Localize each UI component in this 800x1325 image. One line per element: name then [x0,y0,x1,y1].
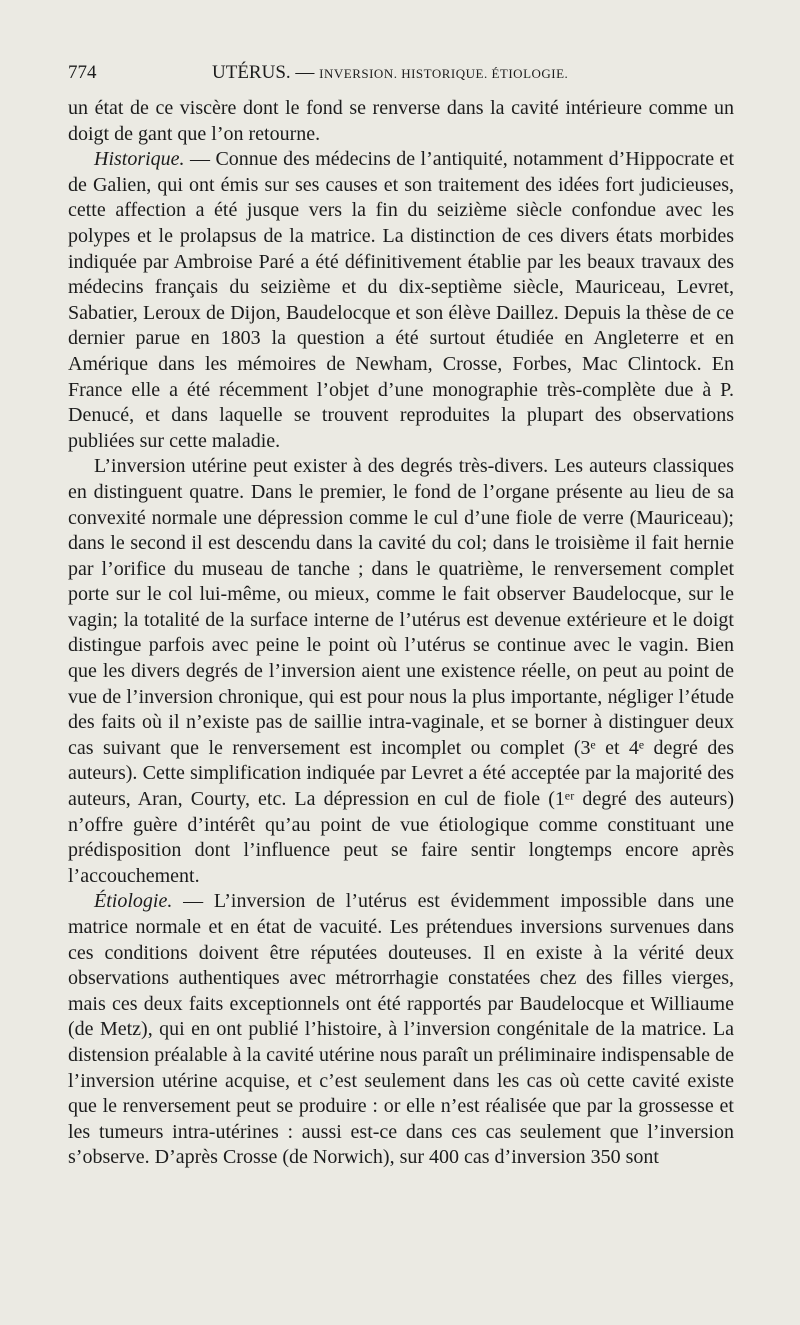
paragraph [68,889,734,1171]
body-text [68,96,734,1171]
paragraph-text: — L’inversion de l’utérus est évidemment impossible dans une matrice normale et en état de vacuité. Les prétendues inversions survenues dans ces conditions doivent être réputées douteuses. Il en existe à la vérité deux observations authentiques avec métrorrhagie constatées chez des filles vierges, mais ces deux faits exceptionnels ont été rapportés par Baudelocque et Williaume (de Metz), qui en ont publié l’histoire, à l’inversion congénitale de la matrice. La distension préalable à la cavité utérine nous paraît un préliminaire indispensable de l’inversion utérine acquise, et c’est seulement dans les cas où cette cavité existe que le renversement peut se produire : or elle n’est réalisée que par la grossesse et les tumeurs intra-utérines : aussi est-ce dans ces cas seulement que l’inversion s’observe. D’après Crosse (de Norwich), sur 400 cas d’inversion 350 sont [68,890,734,1169]
paragraph [68,96,734,147]
running-header [68,62,732,84]
section-heading-etiologie: Étiologie. [94,890,173,913]
paragraph [68,454,734,889]
paragraph-text: un état de ce viscère dont le fond se renverse dans la cavité intérieure comme un doigt de gant que l’on retourne. [68,97,734,145]
header-title: UTÉRUS. — [212,62,315,83]
running-title [212,62,568,84]
paragraph-text: L’inversion utérine peut exister à des degrés très-divers. Les auteurs classiques en distinguent quatre. Dans le premier, le fond de l’organe présente au lieu de sa convexité normale une dépression comme le cul d’une fiole de verre (Mauriceau); dans le second il est descendu dans la cavité du col; dans le troisième il fait hernie par l’orifice du museau de tanche ; dans le quatrième, le renversement complet porte sur le col lui-même, ou mieux, comme le fait observer Baudelocque, sur le vagin; la totalité de la surface interne de l’utérus est devenue extérieure et le doigt distingue parfois avec peine le point où l’utérus se continue avec le vagin. Bien que les divers degrés de l’inversion aient une existence réelle, on peut au point de vue de l’inversion chronique, qui est pour nous la plus importante, négliger l’étude des faits où il n’existe pas de saillie intra-vaginale, et se borner à distinguer deux cas suivant que le renversement est incomplet ou complet (3ᵉ et 4ᵉ degré des auteurs). Cette simplification indiquée par Levret a été acceptée par la majorité des auteurs, Aran, Courty, etc. La dépression en cul de fiole (1ᵉʳ degré des auteurs) n’offre guère d’intérêt qu’au point de vue étiologique comme constituant une prédisposition dont l’influence peut se faire sentir longtemps encore après l’accouchement. [68,455,734,887]
header-subtitle: INVERSION. HISTORIQUE. ÉTIOLOGIE. [319,66,569,81]
paragraph-text: — Connue des médecins de l’antiquité, notamment d’Hippocrate et de Galien, qui ont émis sur ses causes et son traitement des idées fort judicieuses, cette affection a été jusque vers la fin du seizième siècle confondue avec les polypes et le prolapsus de la matrice. La distinction de ces divers états morbides indiquée par Ambroise Paré a été définitivement établie par les beaux travaux des médecins français du seizième et du dix-septième siècle, Mauriceau, Levret, Sabatier, Leroux de Dijon, Baudelocque et son élève Daillez. Depuis la thèse de ce dernier parue en 1803 la question a été surtout étudiée en Angleterre et en Amérique dans les mémoires de Newham, Crosse, Forbes, Mac Clintock. En France elle a été récemment l’objet d’une monographie très-complète due à P. Denucé, et dans laquelle se trouvent reproduites la plupart des observations publiées sur cette maladie. [68,148,734,452]
paragraph [68,147,734,454]
page-number: 774 [68,62,97,83]
section-heading-historique: Historique. [94,148,185,171]
